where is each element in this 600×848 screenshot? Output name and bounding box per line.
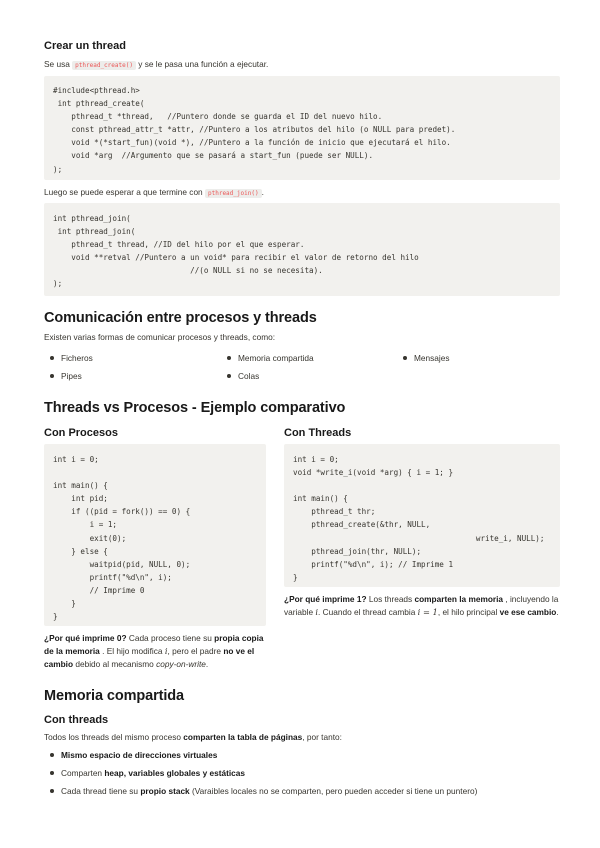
- list-item: Ficheros: [50, 352, 93, 364]
- bullet-icon: [227, 356, 231, 360]
- communication-heading: Comunicación entre procesos y threads: [44, 310, 317, 326]
- code-block-pthread-create[interactable]: [44, 76, 560, 180]
- bullet-icon: [403, 356, 407, 360]
- bullet-icon: [50, 771, 54, 775]
- list-item: Cada thread tiene su propio stack (Varaibles locales no se comparten, pero pueden acceder si tiene un puntero): [50, 785, 477, 797]
- bullet-icon: [50, 356, 54, 360]
- join-intro: [44, 186, 264, 200]
- create-thread-intro: [44, 58, 268, 72]
- comparison-heading: Threads vs Procesos - Ejemplo comparativo: [44, 400, 346, 416]
- bullet-icon: [227, 374, 231, 378]
- list-item: Memoria compartida: [227, 352, 314, 364]
- processes-explanation: ¿Por qué imprime 0? Cada proceso tiene su propia copia de la memoria . El hijo modifica i, pero el padre no ve el cambio debido al mecanismo copy-on-write.: [44, 633, 264, 669]
- inline-code-pthread-create: pthread_create(): [72, 61, 136, 70]
- list-item: Mismo espacio de direcciones virtuales: [50, 749, 217, 761]
- list-item: Pipes: [50, 370, 82, 382]
- threads-explanation: ¿Por qué imprime 1? Los threads comparten la memoria , incluyendo la variable i. Cuando el thread cambia i = 1, el hilo principal ve ese cambio.: [284, 594, 559, 617]
- join-text-post: .: [261, 187, 264, 197]
- bullet-icon: [50, 374, 54, 378]
- code-block-pthread-join[interactable]: [44, 203, 560, 296]
- code-text: int i = 0; int main() { int pid; if ((pid = fork()) == 0) { i = 1; exit(0); } else { waitpid(pid, NULL, 0); printf("%d\n", i); // Imprime 0 } }: [53, 455, 191, 622]
- threads-heading: Con Threads: [284, 427, 352, 439]
- join-text-pre: Luego se puede esperar a que termine con: [44, 187, 203, 197]
- bullet-icon: [50, 789, 54, 793]
- inline-code-pthread-join: pthread_join(): [205, 189, 262, 198]
- code-block-processes[interactable]: [44, 444, 266, 626]
- with-threads-heading: Con threads: [44, 714, 109, 726]
- shared-memory-intro: Todos los threads del mismo proceso comparten la tabla de páginas, por tanto:: [44, 732, 342, 742]
- communication-intro: Existen varias formas de comunicar procesos y threads, como:: [44, 332, 276, 342]
- code-text: int pthread_join( int pthread_join( pthread_t thread, //ID del hilo por el que esperar. void **retval //Puntero a un void* para recibir el valor de retorno del hilo //(o NULL si no se necesita). );: [53, 214, 419, 289]
- intro-text-pre: Se usa: [44, 59, 70, 69]
- create-thread-heading: Crear un thread: [44, 40, 126, 52]
- list-item: Mensajes: [403, 352, 450, 364]
- code-text: int i = 0; void *write_i(void *arg) { i = 1; } int main() { pthread_t thr; pthread_create(&thr, NULL, write_i, NULL); pthread_join(thr, NULL); printf("%d\n", i); // Imprime 1 }: [293, 455, 545, 582]
- list-item: Comparten heap, variables globales y estáticas: [50, 767, 245, 779]
- processes-heading: Con Procesos: [44, 427, 118, 439]
- shared-memory-heading: Memoria compartida: [44, 688, 185, 704]
- code-block-threads[interactable]: [284, 444, 560, 587]
- intro-text-post: y se le pasa una función a ejecutar.: [138, 59, 269, 69]
- code-text: #include<pthread.h> int pthread_create( pthread_t *thread, //Puntero donde se guarda el ID del nuevo hilo. const pthread_attr_t *attr, //Puntero a los atributos del hilo (o NULL para predet). void *(*start_fun)(void *), //Puntero a la función de inicio que ejecutará el hilo. void *arg //Argumento que se pasará a start_fun (puede ser NULL). );: [53, 86, 456, 174]
- list-item: Colas: [227, 370, 259, 382]
- bullet-icon: [50, 753, 54, 757]
